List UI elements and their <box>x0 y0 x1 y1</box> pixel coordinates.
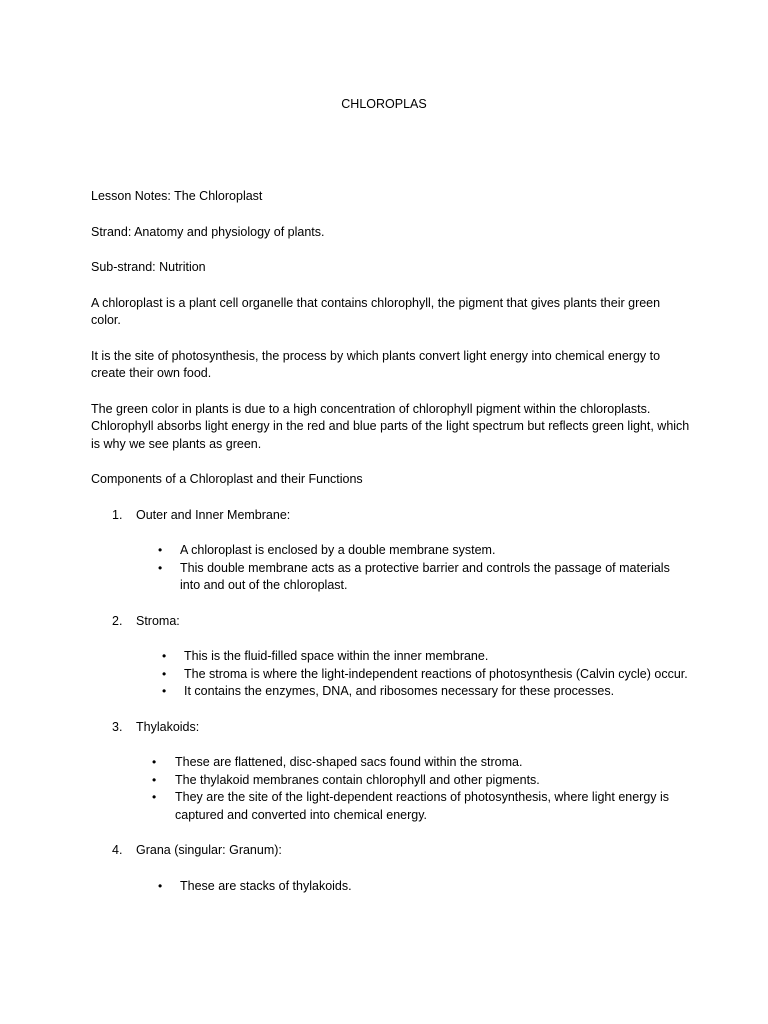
bullet-icon: • <box>158 543 163 557</box>
document-body <box>91 188 691 895</box>
bullet-list-thylakoids <box>91 754 691 824</box>
item-title: Stroma: <box>136 613 180 628</box>
item-title: Outer and Inner Membrane: <box>136 507 291 522</box>
sub-strand-line: Sub-strand: Nutrition <box>91 260 206 274</box>
list-item: • It contains the enzymes, DNA, and ribosomes necessary for these processes. <box>91 683 691 701</box>
list-item: • The thylakoid membranes contain chlorophyll and other pigments. <box>91 772 691 790</box>
document-title: CHLOROPLAS <box>341 97 427 111</box>
green-color-paragraph: The green color in plants is due to a high concentration of chlorophyll pigment within the chloroplasts. Chlorophyll absorbs light energy in the red and blue parts of the light spectrum but reflects green light, which is why we see plants as green. <box>91 401 690 451</box>
bullet-icon: • <box>162 666 167 681</box>
bullet-icon: • <box>152 755 157 769</box>
list-item: • These are flattened, disc-shaped sacs found within the stroma. <box>91 754 691 772</box>
list-item: • These are stacks of thylakoids. <box>91 878 691 896</box>
list-item: • A chloroplast is enclosed by a double membrane system. <box>91 542 691 560</box>
components-heading: Components of a Chloroplast and their Functions <box>91 472 363 486</box>
strand-line: Strand: Anatomy and physiology of plants. <box>91 224 325 239</box>
list-item: • The stroma is where the light-independent reactions of photosynthesis (Calvin cycle) occur. <box>91 666 691 684</box>
item-title: Thylakoids: <box>136 719 200 734</box>
numbered-item-thylakoids <box>91 719 691 737</box>
lesson-notes-line: Lesson Notes: The Chloroplast <box>91 189 263 203</box>
bullet-icon: • <box>152 790 157 804</box>
item-number: 1. <box>112 507 123 522</box>
item-number: 4. <box>112 843 123 857</box>
item-number: 2. <box>112 613 123 628</box>
item-title: Grana (singular: Granum): <box>136 843 282 857</box>
bullet-icon: • <box>152 772 157 787</box>
numbered-item-membrane <box>91 507 691 525</box>
list-item: • They are the site of the light-dependent reactions of photosynthesis, where light energy is captured and converted into chemical energy. <box>152 790 670 822</box>
bullet-icon: • <box>158 560 163 575</box>
bullet-list-stroma <box>91 648 691 701</box>
numbered-item-stroma <box>91 613 691 631</box>
numbered-item-grana <box>91 842 691 860</box>
bullet-icon: • <box>162 649 167 663</box>
photosynthesis-paragraph: It is the site of photosynthesis, the process by which plants convert light energy into chemical energy to create their own food. <box>91 348 661 380</box>
definition-paragraph: A chloroplast is a plant cell organelle that contains chlorophyll, the pigment that gives plants their green color. <box>91 295 661 327</box>
bullet-icon: • <box>162 684 167 698</box>
bullet-icon: • <box>158 878 163 893</box>
item-number: 3. <box>112 719 123 734</box>
list-item: • This double membrane acts as a protective barrier and controls the passage of materials into and out of the chloroplast. <box>158 560 670 592</box>
bullet-list-grana <box>91 878 691 896</box>
bullet-list-membrane <box>91 542 691 595</box>
list-item: • This is the fluid-filled space within the inner membrane. <box>91 648 691 666</box>
